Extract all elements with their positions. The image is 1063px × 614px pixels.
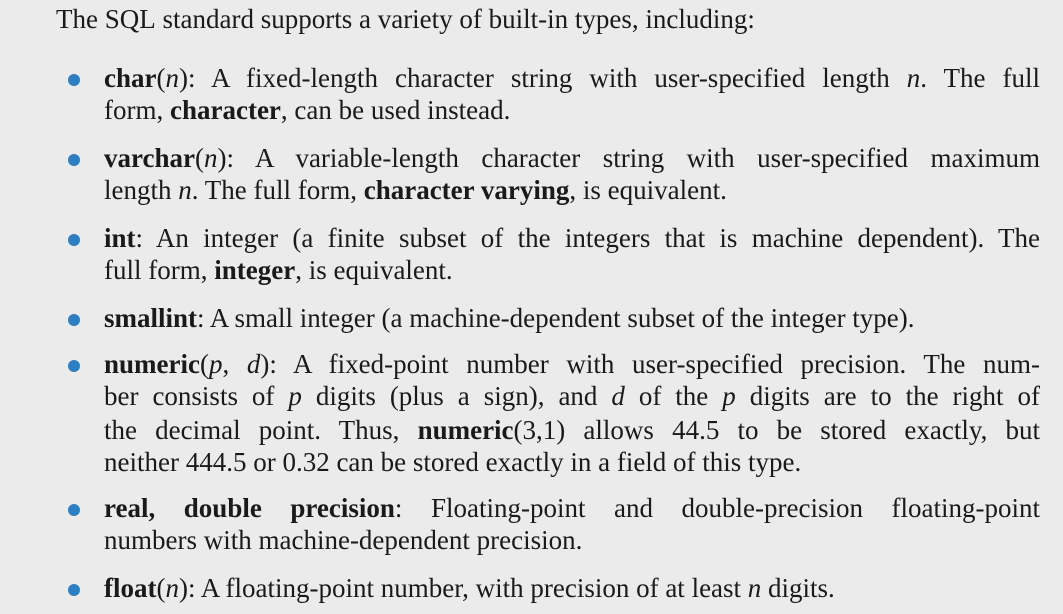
item-numeric-line-3 (104, 414, 1040, 446)
bullet-dot (68, 314, 80, 326)
item-numeric-line-2 (104, 380, 1040, 412)
parameter-variable: n (203, 143, 218, 173)
item-float-line-1 (104, 572, 1040, 604)
description-text: : A small integer (a machine-dependent subset of the integer type). (197, 303, 915, 333)
description-text: ): A fixed-length character string with user-specified length (178, 63, 907, 93)
parameter-variable: p (208, 349, 223, 379)
parameter-variable: p (722, 381, 736, 411)
parameter-variable: d (246, 349, 261, 379)
description-text: : An integer (a finite subset of the integers that is machine dependent). The (135, 223, 1040, 253)
description-text: digits (plus a sign), and (301, 381, 612, 411)
description-text: ): A variable-length character string with user-specified maximum (217, 143, 1040, 173)
description-text: , is equivalent. (295, 255, 453, 285)
intro-text-start: The (56, 4, 105, 34)
item-real-double-precision-line-1 (104, 492, 1040, 524)
description-text: full form, (104, 255, 215, 285)
parameter-variable: d (611, 381, 625, 411)
description-text: , can be used instead. (280, 95, 511, 125)
bullet-dot (68, 504, 80, 516)
parameter-variable: n (165, 63, 179, 93)
type-keyword: float (104, 573, 157, 603)
parameter-variable: n (178, 175, 192, 205)
bullet-dot (68, 74, 80, 86)
parameter-variable: n (747, 573, 762, 603)
description-text: ber consists of (104, 381, 289, 411)
item-varchar-line-1 (104, 142, 1040, 174)
description-text: (3,1) allows 44.5 to be stored exactly, but (513, 415, 1040, 445)
bullet-dot (68, 154, 80, 166)
description-text: , (222, 349, 247, 379)
description-text: the decimal point. Thus, (104, 415, 418, 445)
description-text: form, (104, 95, 170, 125)
intro-sentence (56, 2, 755, 36)
type-keyword: char (104, 63, 157, 93)
description-text: . The full form, (191, 175, 364, 205)
description-text: : Floating-point and double-precision floating-point (394, 493, 1041, 523)
item-char-line-1 (104, 62, 1040, 94)
intro-text-end: standard supports a variety of built-in types, including: (155, 4, 755, 34)
bullet-dot (68, 584, 80, 596)
type-keyword: varchar (104, 143, 195, 173)
description-text: digits. (761, 573, 835, 603)
bullet-dot (68, 234, 80, 246)
item-char-line-2 (104, 94, 1040, 126)
description-text: numbers with machine-dependent precision. (104, 525, 583, 555)
type-keyword: smallint (104, 303, 198, 333)
description-text: , is equivalent. (569, 175, 727, 205)
description-text: ( (156, 63, 166, 93)
description-text: . The full (920, 63, 1041, 93)
description-text: ( (194, 143, 204, 173)
type-keyword: numeric (417, 415, 514, 445)
parameter-variable: n (165, 573, 179, 603)
type-keyword: character (169, 95, 281, 125)
item-int-line-2 (104, 254, 1040, 286)
sql-acronym: SQL (104, 4, 156, 34)
parameter-variable: p (288, 381, 302, 411)
description-text: ): A floating-point number, with precision of at least (178, 573, 748, 603)
item-varchar-line-2 (104, 174, 1040, 206)
description-text: of the (624, 381, 723, 411)
type-keyword: real, double precision (104, 493, 395, 523)
type-keyword: int (104, 223, 136, 253)
type-keyword: numeric (104, 349, 200, 379)
item-smallint-line-1 (104, 302, 1040, 334)
type-keyword: integer (214, 255, 296, 285)
bullet-dot (68, 360, 80, 372)
item-real-double-precision-line-2 (104, 524, 1040, 556)
type-keyword: character varying (363, 175, 570, 205)
description-text: ( (199, 349, 209, 379)
description-text: neither 444.5 or 0.32 can be stored exactly in a field of this type. (104, 447, 802, 477)
description-text: ( (156, 573, 166, 603)
item-int-line-1 (104, 222, 1040, 254)
parameter-variable: n (906, 63, 921, 93)
description-text: ): A fixed-point number with user-specified precision. The num- (260, 349, 1040, 379)
description-text: length (104, 175, 179, 205)
item-numeric-line-1 (104, 348, 1040, 380)
description-text: digits are to the right of (735, 381, 1040, 411)
item-numeric-line-4 (104, 446, 1040, 478)
